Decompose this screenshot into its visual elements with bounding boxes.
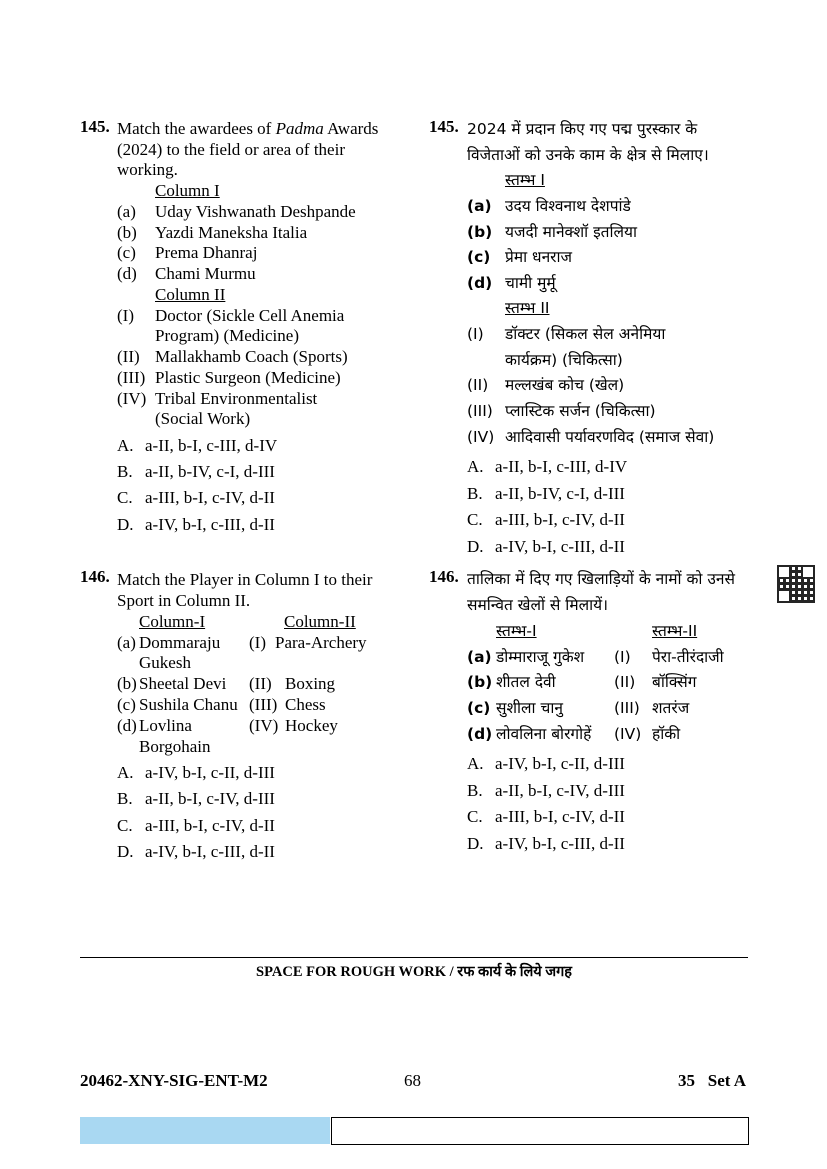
list-item: मल्लखंब कोच (खेल) [505, 376, 625, 394]
option-key: D. [467, 834, 484, 853]
list-item: आदिवासी पर्यावरणविद (समाज सेवा) [505, 428, 715, 446]
table-cell: (I) [249, 633, 266, 652]
list-item: डॉक्टर (सिकल सेल अनेमिया [505, 325, 666, 343]
option-text: a-III, b-I, c-IV, d-II [495, 510, 625, 529]
qr-finder [777, 589, 791, 603]
q146-stem-hi: तालिका में दिए गए खिलाड़ियों के नामों को उनसे [467, 570, 735, 588]
option-key: C. [117, 816, 133, 835]
table-cell: Dommaraju [139, 633, 221, 652]
list-item: (Social Work) [155, 409, 251, 428]
option-text: a-IV, b-I, c-II, d-III [495, 754, 625, 773]
q145-stem-part: working. [117, 160, 178, 180]
option-key: D. [117, 842, 134, 861]
option-key: B. [117, 789, 133, 808]
list-item: (a) [467, 197, 492, 215]
q146-stem-hi: समन्वित खेलों से मिलायें। [467, 596, 608, 614]
option-key: A. [117, 763, 134, 782]
q145-stem-hi: विजेताओं को उनके काम के क्षेत्र से मिलाए। [467, 146, 709, 164]
q145-col2-title-hi: स्तम्भ II [505, 299, 550, 317]
table-cell: पेरा-तीरंदाजी [652, 648, 724, 666]
option-text: a-IV, b-I, c-III, d-II [145, 842, 275, 861]
option-key: A. [117, 436, 134, 455]
list-item: (I) [117, 306, 134, 325]
option-key: C. [117, 488, 133, 507]
option-key: A. [467, 754, 484, 773]
table-row-key: (d) [117, 716, 137, 735]
option-text: a-II, b-IV, c-I, d-III [495, 484, 625, 503]
list-item: उदय विश्वनाथ देशपांडे [505, 197, 631, 215]
list-item: कार्यक्रम) (चिकित्सा) [505, 351, 623, 369]
option-text: a-IV, b-I, c-III, d-II [495, 537, 625, 556]
list-item: (c) [117, 243, 136, 262]
option-key: C. [467, 807, 483, 826]
q145-col1-title-hi: स्तम्भ I [505, 171, 545, 189]
list-item: यजदी मानेक्शॉ इतलिया [505, 223, 638, 241]
item-key: (a) [117, 202, 136, 221]
table-row-key: (c) [467, 699, 491, 717]
footer-color-bar [80, 1117, 330, 1144]
table-cell: बॉक्सिंग [652, 673, 697, 691]
q145-stem-part: Match the awardees of [117, 119, 276, 138]
q145-number-en: 145. [80, 117, 110, 136]
option-key: D. [467, 537, 484, 556]
q145-stem-en [117, 119, 412, 181]
table-cell: Lovlina [139, 716, 192, 735]
list-item: चामी मुर्मू [505, 274, 556, 292]
option-text: a-II, b-I, c-III, d-IV [495, 457, 628, 476]
qr-finder [801, 565, 815, 579]
table-cell: लोवलिना बोरगोहें [496, 725, 592, 743]
table-row-key: (d) [467, 725, 493, 743]
table-cell: (II) [249, 674, 272, 693]
rough-work-label: SPACE FOR ROUGH WORK / रफ कार्य के लिये जगह [256, 964, 572, 980]
list-item: प्लास्टिक सर्जन (चिकित्सा) [505, 402, 656, 420]
table-cell: (IV) [614, 725, 642, 743]
table-cell: (III) [614, 699, 640, 717]
option-key: A. [467, 457, 484, 476]
list-item: Doctor (Sickle Cell Anemia [155, 306, 345, 325]
list-item: Program) (Medicine) [155, 326, 299, 345]
list-item: (III) [117, 368, 146, 387]
table-cell: Borgohain [139, 737, 211, 756]
list-item: Prema Dhanraj [155, 243, 258, 262]
option-text: a-II, b-I, c-IV, d-III [145, 789, 275, 808]
q146-col1-title-en: Column-I [139, 612, 206, 631]
option-key: B. [467, 781, 483, 800]
qr-code-icon [777, 565, 815, 603]
list-item: (II) [467, 376, 489, 394]
footer-code: 20462-XNY-SIG-ENT-M2 [80, 1071, 268, 1090]
table-row-key: (a) [117, 633, 136, 652]
list-item: Yazdi Maneksha Italia [155, 223, 308, 242]
list-item: Tribal Environmentalist [155, 389, 318, 408]
table-row-key: (a) [467, 648, 492, 666]
table-cell: (IV) [249, 716, 279, 735]
list-item: (b) [117, 223, 137, 242]
q145-col1-title-en: Column I [155, 181, 220, 200]
option-text: a-IV, b-I, c-III, d-II [495, 834, 625, 853]
q145-col2-title-en: Column II [155, 285, 226, 304]
list-item: Plastic Surgeon (Medicine) [155, 368, 341, 387]
q145-stem-part: Awards [323, 119, 379, 138]
q146-stem-en: Match the Player in Column I to their [117, 570, 373, 589]
option-key: B. [467, 484, 483, 503]
q146-col1-title-hi: स्तम्भ-I [496, 622, 537, 640]
table-cell: शतरंज [652, 699, 690, 717]
table-cell: Hockey [285, 716, 338, 735]
list-item: (c) [467, 248, 491, 266]
option-text: a-III, b-I, c-IV, d-II [145, 816, 275, 835]
table-cell: सुशीला चानु [496, 699, 563, 717]
list-item: (d) [467, 274, 493, 292]
table-cell: Boxing [285, 674, 336, 693]
option-text: a-II, b-IV, c-I, d-III [145, 462, 275, 481]
table-cell: (I) [614, 648, 631, 666]
table-cell: (III) [249, 695, 278, 714]
q146-col2-title-hi: स्तम्भ-II [652, 622, 698, 640]
option-text: a-IV, b-I, c-II, d-III [145, 763, 275, 782]
list-item: (d) [117, 264, 137, 283]
q145-stem-italic: Padma [275, 119, 324, 138]
option-key: D. [117, 515, 134, 534]
option-key: C. [467, 510, 483, 529]
rough-work-divider [80, 957, 748, 958]
page-number: 68 [404, 1071, 421, 1090]
table-cell: Gukesh [139, 653, 191, 672]
list-item: Uday Vishwanath Deshpande [155, 202, 356, 221]
q145-number-hi: 145. [429, 117, 459, 136]
option-text: a-II, b-I, c-III, d-IV [145, 436, 278, 455]
table-cell: Chess [285, 695, 326, 714]
q146-stem-en: Sport in Column II. [117, 591, 251, 610]
q146-col2-title-en: Column-II [284, 612, 356, 631]
q146-number-hi: 146. [429, 567, 459, 586]
table-cell: डोम्माराजू गुकेश [496, 648, 585, 666]
list-item: (II) [117, 347, 140, 366]
option-text: a-III, b-I, c-IV, d-II [495, 807, 625, 826]
table-cell: शीतल देवी [496, 673, 556, 691]
table-cell: Sushila Chanu [139, 695, 238, 714]
table-cell: Para-Archery [275, 633, 367, 652]
q145-stem-hi: 2024 में प्रदान किए गए पद्म पुरस्कार के [467, 120, 698, 138]
table-cell: (II) [614, 673, 636, 691]
list-item: (IV) [467, 428, 495, 446]
option-text: a-III, b-I, c-IV, d-II [145, 488, 275, 507]
option-text: a-II, b-I, c-IV, d-III [495, 781, 625, 800]
list-item: (III) [467, 402, 493, 420]
table-cell: हॉकी [652, 725, 681, 743]
list-item [117, 202, 136, 223]
q145-stem-part: (2024) to the field or area of their [117, 139, 345, 159]
list-item: Chami Murmu [155, 264, 256, 283]
option-text: a-IV, b-I, c-III, d-II [145, 515, 275, 534]
list-item: प्रेमा धनराज [505, 248, 573, 266]
q146-number-en: 146. [80, 567, 110, 586]
list-item: (b) [467, 223, 493, 241]
footer-box [331, 1117, 749, 1145]
qr-finder [777, 565, 791, 579]
list-item: (I) [467, 325, 484, 343]
table-cell: Sheetal Devi [139, 674, 227, 693]
footer-set: 35 Set A [678, 1071, 746, 1090]
table-row-key: (c) [117, 695, 136, 714]
table-row-key: (b) [467, 673, 493, 691]
option-key: B. [117, 462, 133, 481]
table-row-key: (b) [117, 674, 137, 693]
list-item: (IV) [117, 389, 147, 408]
list-item: Mallakhamb Coach (Sports) [155, 347, 348, 366]
